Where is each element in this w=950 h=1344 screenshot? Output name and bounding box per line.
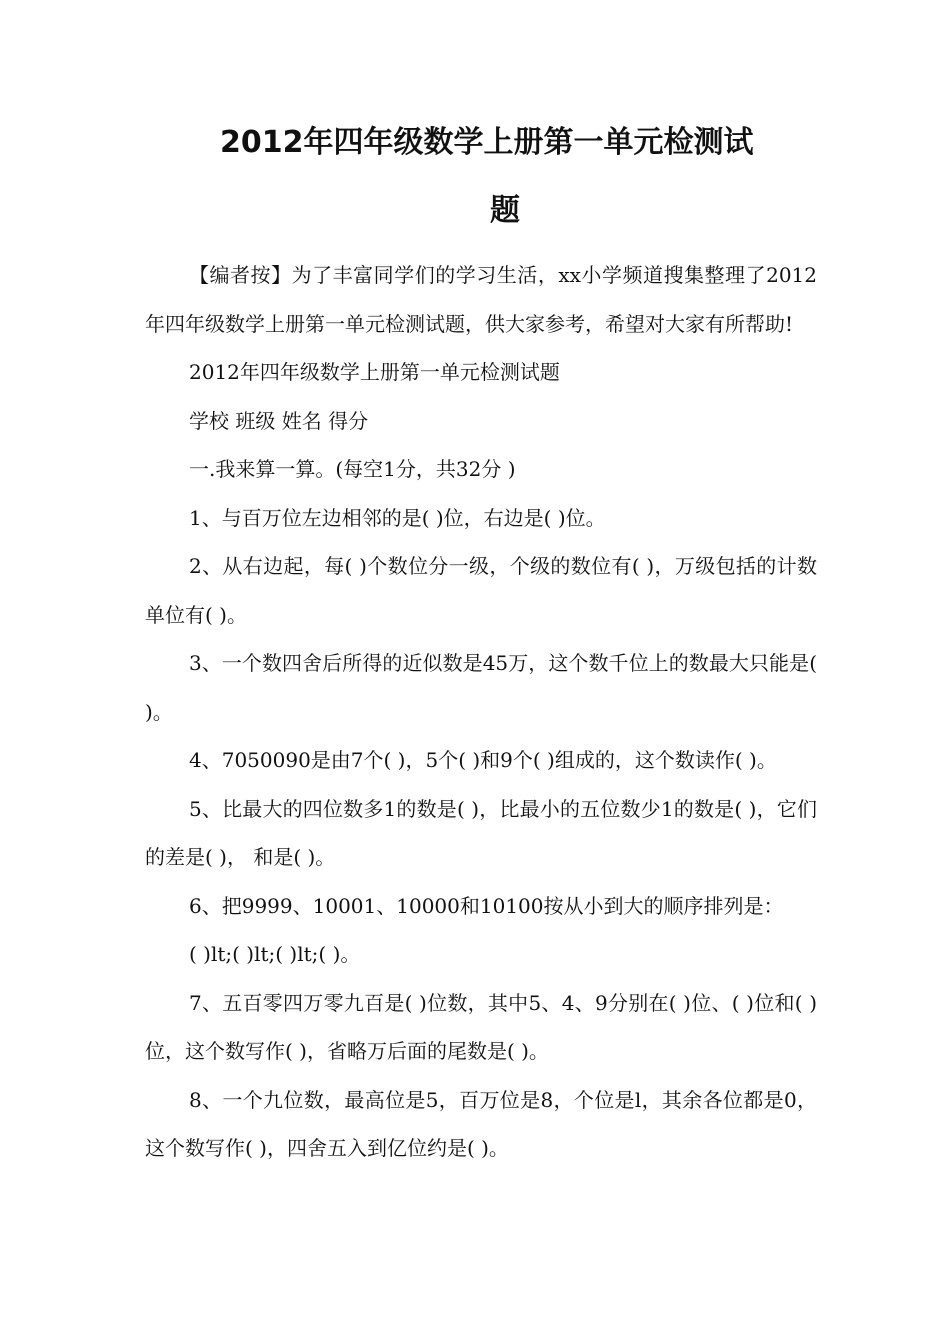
question-7: 7、五百零四万零九百是( )位数，其中5、4、9分别在( )位、( )位和( )位，这个数写作( )，省略万后面的尾数是( )。 bbox=[145, 990, 817, 1063]
editor-note-paragraph: 【编者按】为了丰富同学们的学习生活，xx小学频道搜集整理了2012年四年级数学上册第一单元检测试题，供大家参考，希望对大家有所帮助! bbox=[145, 263, 817, 336]
question-5: 5、比最大的四位数多1的数是( )，比最小的五位数少1的数是( )，它们的差是( )， 和是( )。 bbox=[145, 796, 817, 869]
question-2: 2、从右边起，每( )个数位分一级，个级的数位有( )，万级包括的计数单位有( )。 bbox=[145, 554, 817, 627]
question-1: 1、与百万位左边相邻的是( )位，右边是( )位。 bbox=[189, 505, 606, 530]
question-4: 4、7050090是由7个( )，5个( )和9个( )组成的，这个数读作( )。 bbox=[189, 748, 777, 772]
subtitle-paragraph: 2012年四年级数学上册第一单元检测试题 bbox=[189, 360, 560, 384]
question-6-answer-line: ( )lt;( )lt;( )lt;( )。 bbox=[189, 942, 361, 966]
question-6: 6、把9999、10001、10000和10100按从小到大的顺序排列是： bbox=[189, 893, 784, 918]
document-title-line1: 2012年四年级数学上册第一单元检测试 bbox=[220, 125, 754, 160]
document-title-line2: 题 bbox=[490, 193, 520, 228]
document-body bbox=[145, 251, 817, 1173]
question-8: 8、一个九位数，最高位是5，百万位是8，个位是l，其余各位都是0，这个数写作( )，四舍五入到亿位约是( )。 bbox=[145, 1087, 817, 1160]
student-info-line: 学校 班级 姓名 得分 bbox=[189, 408, 369, 433]
section-heading: 一.我来算一算。(每空1分，共32分 ) bbox=[189, 457, 516, 481]
question-3: 3、一个数四舍后所得的近似数是45万，这个数千位上的数最大只能是( )。 bbox=[145, 651, 817, 724]
